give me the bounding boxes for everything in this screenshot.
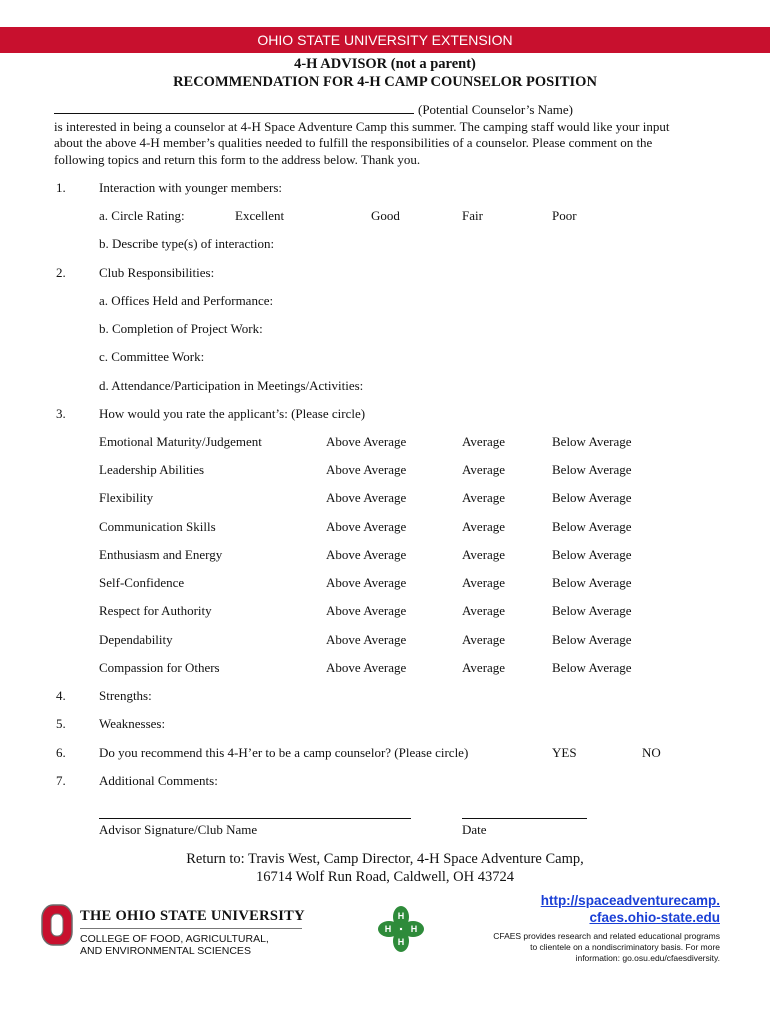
trait-above-average[interactable]: Above Average [326, 660, 407, 675]
trait-average[interactable]: Average [462, 547, 506, 562]
four-h-clover-icon [377, 905, 425, 955]
website-link-line-1[interactable]: http://spaceadventurecamp. [540, 893, 720, 908]
trait-average[interactable]: Average [462, 632, 506, 647]
trait-label: Enthusiasm and Energy [99, 547, 223, 562]
trait-average[interactable]: Average [462, 519, 506, 534]
return-line-2: 16714 Wolf Run Road, Caldwell, OH 43724 [256, 869, 514, 885]
q1-number: 1. [56, 180, 66, 195]
q2-number: 2. [56, 265, 66, 280]
trait-below-average[interactable]: Below Average [552, 547, 632, 562]
q1-text: Interaction with younger members: [99, 180, 283, 195]
trait-average[interactable]: Average [462, 462, 506, 477]
trait-label: Dependability [99, 632, 173, 647]
svg-text:H: H [384, 924, 392, 934]
q7-number: 7. [56, 773, 66, 788]
trait-label: Emotional Maturity/Judgement [99, 434, 262, 449]
college-name [80, 933, 269, 957]
trait-above-average[interactable]: Above Average [326, 519, 407, 534]
disclaimer-line-2: to clientele on a nondiscriminatory basis. For more [530, 942, 720, 952]
form-title: 4-H ADVISOR (not a parent) [294, 56, 476, 72]
q3-text: How would you rate the applicant’s: (Please circle) [99, 406, 366, 421]
q6-number: 6. [56, 745, 66, 760]
rating-good[interactable]: Good [371, 208, 400, 223]
trait-average[interactable]: Average [462, 434, 506, 449]
disclaimer-line-1: CFAES provides research and related educational programs [493, 931, 720, 941]
trait-below-average[interactable]: Below Average [552, 632, 632, 647]
name-field-label: (Potential Counselor’s Name) [418, 102, 574, 117]
trait-above-average[interactable]: Above Average [326, 547, 407, 562]
osu-block-o-logo [41, 904, 73, 946]
college-line-2: AND ENVIRONMENTAL SCIENCES [80, 945, 251, 957]
trait-below-average[interactable]: Below Average [552, 603, 632, 618]
trait-below-average[interactable]: Below Average [552, 462, 632, 477]
q1-rating-label: a. Circle Rating: [99, 208, 185, 223]
trait-above-average[interactable]: Above Average [326, 575, 407, 590]
trait-label: Self-Confidence [99, 575, 185, 590]
name-row [54, 101, 734, 119]
intro-line-2: about the above 4-H member’s qualities needed to fulfill the responsibilities of a counselor. Please comment on the [54, 135, 653, 150]
form-subtitle: RECOMMENDATION FOR 4-H CAMP COUNSELOR POSITION [173, 74, 597, 90]
website-link-line-2[interactable]: cfaes.ohio-state.edu [589, 910, 720, 925]
intro-line-3: following topics and return this form to the address below. Thank you. [54, 151, 421, 167]
q1-describe-label: b. Describe type(s) of interaction: [99, 236, 275, 251]
q7-comments-label: Additional Comments: [99, 773, 218, 788]
trait-below-average[interactable]: Below Average [552, 660, 632, 675]
trait-average[interactable]: Average [462, 660, 506, 675]
trait-average[interactable]: Average [462, 490, 506, 505]
trait-above-average[interactable]: Above Average [326, 462, 407, 477]
svg-text:H: H [397, 937, 405, 947]
trait-below-average[interactable]: Below Average [552, 519, 632, 534]
counselor-name-field[interactable] [54, 101, 414, 114]
trait-label: Flexibility [99, 490, 154, 505]
intro-line-1: is interested in being a counselor at 4-H Space Adventure Camp this summer. The camping staff would like your input [54, 118, 670, 134]
rating-excellent[interactable]: Excellent [235, 208, 285, 223]
recommend-yes[interactable]: YES [552, 745, 577, 760]
date-label: Date [462, 822, 487, 837]
q5-weaknesses-label: Weaknesses: [99, 716, 166, 731]
trait-above-average[interactable]: Above Average [326, 490, 407, 505]
trait-label: Respect for Authority [99, 603, 212, 618]
trait-above-average[interactable]: Above Average [326, 434, 407, 449]
svg-text:H: H [410, 924, 418, 934]
q2-committee-label: c. Committee Work: [99, 349, 205, 364]
university-name: THE OHIO STATE UNIVERSITY [80, 908, 305, 924]
trait-below-average[interactable]: Below Average [552, 434, 632, 449]
extension-banner: OHIO STATE UNIVERSITY EXTENSION [0, 27, 770, 53]
signature-label: Advisor Signature/Club Name [99, 822, 258, 837]
rating-fair[interactable]: Fair [462, 208, 483, 223]
q3-number: 3. [56, 406, 66, 421]
trait-above-average[interactable]: Above Average [326, 603, 407, 618]
rating-poor[interactable]: Poor [552, 208, 577, 223]
intro-block [54, 101, 734, 168]
return-line-1: Return to: Travis West, Camp Director, 4-H Space Adventure Camp, [186, 851, 584, 867]
disclaimer-line-3: information: go.osu.edu/cfaesdiversity. [575, 953, 720, 963]
college-line-1: COLLEGE OF FOOD, AGRICULTURAL, [80, 933, 269, 945]
q4-strengths-label: Strengths: [99, 688, 152, 703]
q2-project-label: b. Completion of Project Work: [99, 321, 263, 336]
trait-below-average[interactable]: Below Average [552, 575, 632, 590]
q2-attendance-label: d. Attendance/Participation in Meetings/Activities: [99, 378, 364, 393]
trait-label: Compassion for Others [99, 660, 220, 675]
q6-recommend-text: Do you recommend this 4-H’er to be a camp counselor? (Please circle) [99, 745, 469, 760]
q5-number: 5. [56, 716, 66, 731]
trait-average[interactable]: Average [462, 603, 506, 618]
q4-number: 4. [56, 688, 66, 703]
q2-text: Club Responsibilities: [99, 265, 215, 280]
logo-divider [80, 928, 302, 929]
trait-above-average[interactable]: Above Average [326, 632, 407, 647]
trait-label: Communication Skills [99, 519, 216, 534]
svg-text:H: H [397, 911, 405, 921]
date-line[interactable] [462, 818, 587, 819]
trait-label: Leadership Abilities [99, 462, 205, 477]
recommend-no[interactable]: NO [642, 745, 661, 760]
signature-line[interactable] [99, 818, 411, 819]
trait-below-average[interactable]: Below Average [552, 490, 632, 505]
q2-offices-label: a. Offices Held and Performance: [99, 293, 274, 308]
trait-average[interactable]: Average [462, 575, 506, 590]
